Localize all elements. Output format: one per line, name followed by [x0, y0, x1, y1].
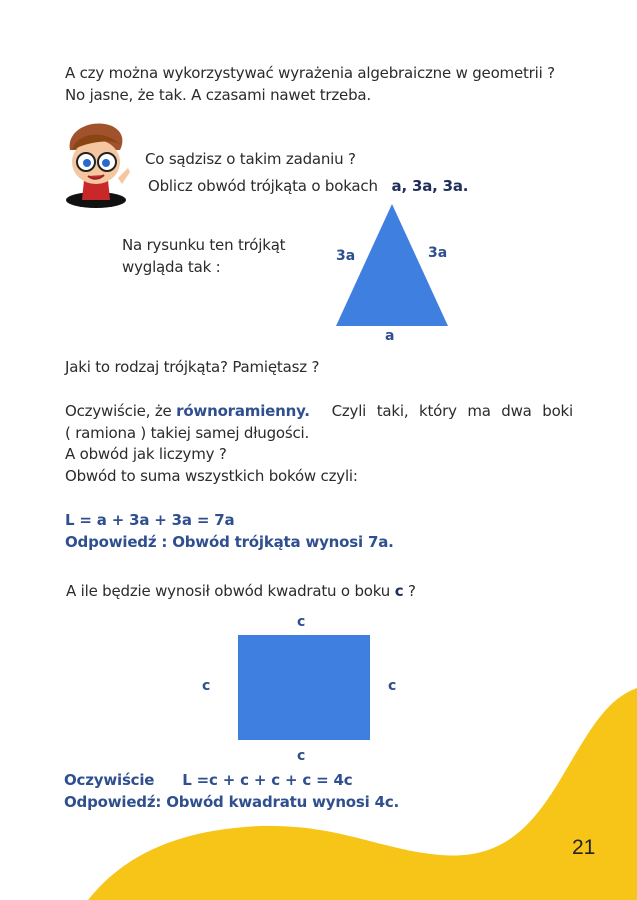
task-prompt: [148, 175, 468, 197]
answer-prefix: Oczywiście, że równoramienny.: [65, 402, 310, 420]
square-answer: Odpowiedź: Obwód kwadratu wynosi 4c.: [64, 793, 400, 811]
task-prompt-text: Oblicz obwód trójkąta o bokach: [148, 177, 378, 195]
task-question: Co sądzisz o takim zadaniu ?: [145, 150, 356, 168]
triangle-shape: [334, 204, 448, 328]
task-sides: a, 3a, 3a.: [391, 177, 469, 195]
triangle-label-bottom: a: [385, 328, 395, 344]
page-number: 21: [572, 836, 596, 859]
square-formula-prefix: Oczywiście: [64, 771, 155, 789]
explanation-line-1: [65, 400, 573, 422]
square-question: [66, 580, 416, 602]
square-question-text: A ile będzie wynosił obwód kwadratu o boku: [66, 582, 391, 600]
isosceles-term: równoramienny.: [176, 402, 310, 420]
square-label-right: c: [388, 678, 397, 694]
square-formula: L =c + c + c + c = 4c: [182, 771, 353, 789]
triangle-caption-line-1: Na rysunku ten trójkąt: [122, 236, 286, 254]
triangle-label-right: 3a: [428, 245, 448, 261]
answer-suffix: Czyli taki, który ma dwa boki: [331, 402, 573, 420]
square-label-left: c: [202, 678, 211, 694]
intro-line-2: No jasne, że tak. A czasami nawet trzeba.: [65, 86, 371, 104]
explanation-line-2: ( ramiona ) takiej samej długości.: [65, 424, 310, 442]
triangle-type-question: Jaki to rodzaj trójkąta? Pamiętasz ?: [65, 358, 320, 376]
triangle-label-left: 3a: [336, 248, 356, 264]
triangle-caption-line-2: wygląda tak :: [122, 258, 221, 276]
square-shape: [238, 635, 370, 740]
square-label-top: c: [297, 614, 306, 630]
intro-line-1: A czy można wykorzystywać wyrażenia algebraiczne w geometrii ?: [65, 64, 555, 82]
square-question-var: c: [394, 582, 404, 600]
triangle-formula: L = a + 3a + 3a = 7a: [65, 511, 235, 529]
square-formula-line: [64, 769, 352, 791]
square-label-bottom: c: [297, 748, 306, 764]
boy-mascot-icon: [62, 120, 134, 210]
triangle-answer: Odpowiedź : Obwód trójkąta wynosi 7a.: [65, 533, 394, 551]
perimeter-question: A obwód jak liczymy ?: [65, 445, 227, 463]
square-question-mark: ?: [407, 582, 416, 600]
perimeter-definition: Obwód to suma wszystkich boków czyli:: [65, 467, 358, 485]
